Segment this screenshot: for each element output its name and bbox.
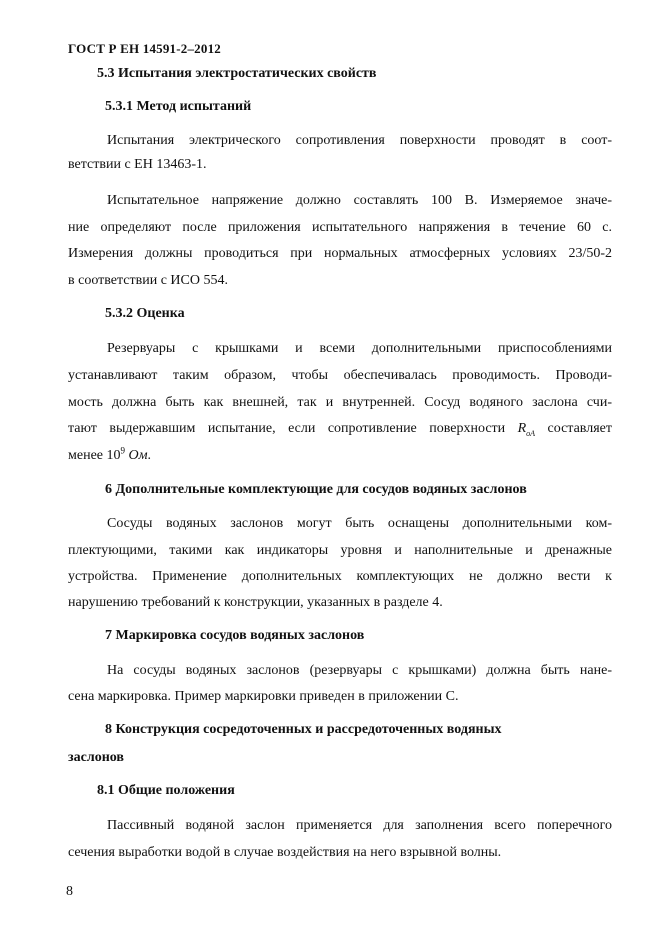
paragraph-line: плектующими, такими как индикаторы уровня и наполнительные и дренажные [68, 543, 612, 558]
paragraph-line: нарушению требований к конструкции, указанных в разделе 4. [68, 595, 443, 610]
section-heading-5-3-2: 5.3.2 Оценка [105, 306, 185, 321]
line-text: тают выдержавшим испытание, если сопротивление поверхности [68, 421, 506, 436]
paragraph-line: На сосуды водяных заслонов (резервуары с крышками) должна быть нане- [107, 663, 612, 678]
paragraph-line: Измерения должны проводиться при нормальных атмосферных условиях 23/50-2 [68, 246, 612, 261]
exponent: 9 [120, 445, 125, 456]
paragraph-line: Испытания электрического сопротивления поверхности проводят в соот- [107, 133, 612, 148]
paragraph-line: Резервуары с крышками и всеми дополнительными приспособлениями [107, 341, 612, 356]
document-header: ГОСТ Р ЕН 14591-2–2012 [68, 41, 221, 56]
paragraph-line: сена маркировка. Пример маркировки приведен в приложении С. [68, 689, 459, 704]
paragraph-line: устанавливают таким образом, чтобы обеспечивалась проводимость. Проводи- [68, 368, 612, 383]
paragraph-line: Сосуды водяных заслонов могут быть оснащены дополнительными ком- [107, 516, 612, 531]
line-text: составляет [547, 421, 612, 436]
section-heading-7: 7 Маркировка сосудов водяных заслонов [105, 628, 365, 643]
paragraph-line: в соответствии с ИСО 554. [68, 273, 228, 288]
paragraph-line: Испытательное напряжение должно составлять 100 В. Измеряемое значе- [107, 193, 612, 208]
section-heading-8-cont: заслонов [68, 750, 124, 765]
paragraph-line: менее $10^9$ Ом. [68, 445, 152, 463]
section-heading-5-3: 5.3 Испытания электростатических свойств [97, 66, 377, 81]
paragraph-line: Пассивный водяной заслон применяется для заполнения всего поперечного [107, 818, 612, 833]
section-heading-8-1: 8.1 Общие положения [97, 783, 235, 798]
paragraph-line: сечения выработки водой в случае воздействия на него взрывной волны. [68, 845, 502, 860]
resistance-symbol: $R_{оA}$ [517, 421, 536, 438]
paragraph-line [68, 421, 612, 437]
paragraph-line: ветствии с ЕН 13463-1. [68, 157, 207, 172]
paragraph-line: мость должна быть как внешней, так и внутренней. Сосуд водяного заслона счи- [68, 395, 612, 410]
paragraph-line: устройства. Применение дополнительных комплектующих не должно вести к [68, 569, 612, 584]
paragraph-line: ние определяют после приложения испытательного напряжения в течение 60 с. [68, 220, 612, 235]
section-heading-8: 8 Конструкция сосредоточенных и рассредоточенных водяных [105, 722, 502, 737]
section-heading-5-3-1: 5.3.1 Метод испытаний [105, 99, 252, 114]
unit-ohm: Ом [128, 448, 148, 463]
section-heading-6: 6 Дополнительные комплектующие для сосудов водяных заслонов [105, 482, 527, 497]
page-number: 8 [66, 884, 73, 899]
